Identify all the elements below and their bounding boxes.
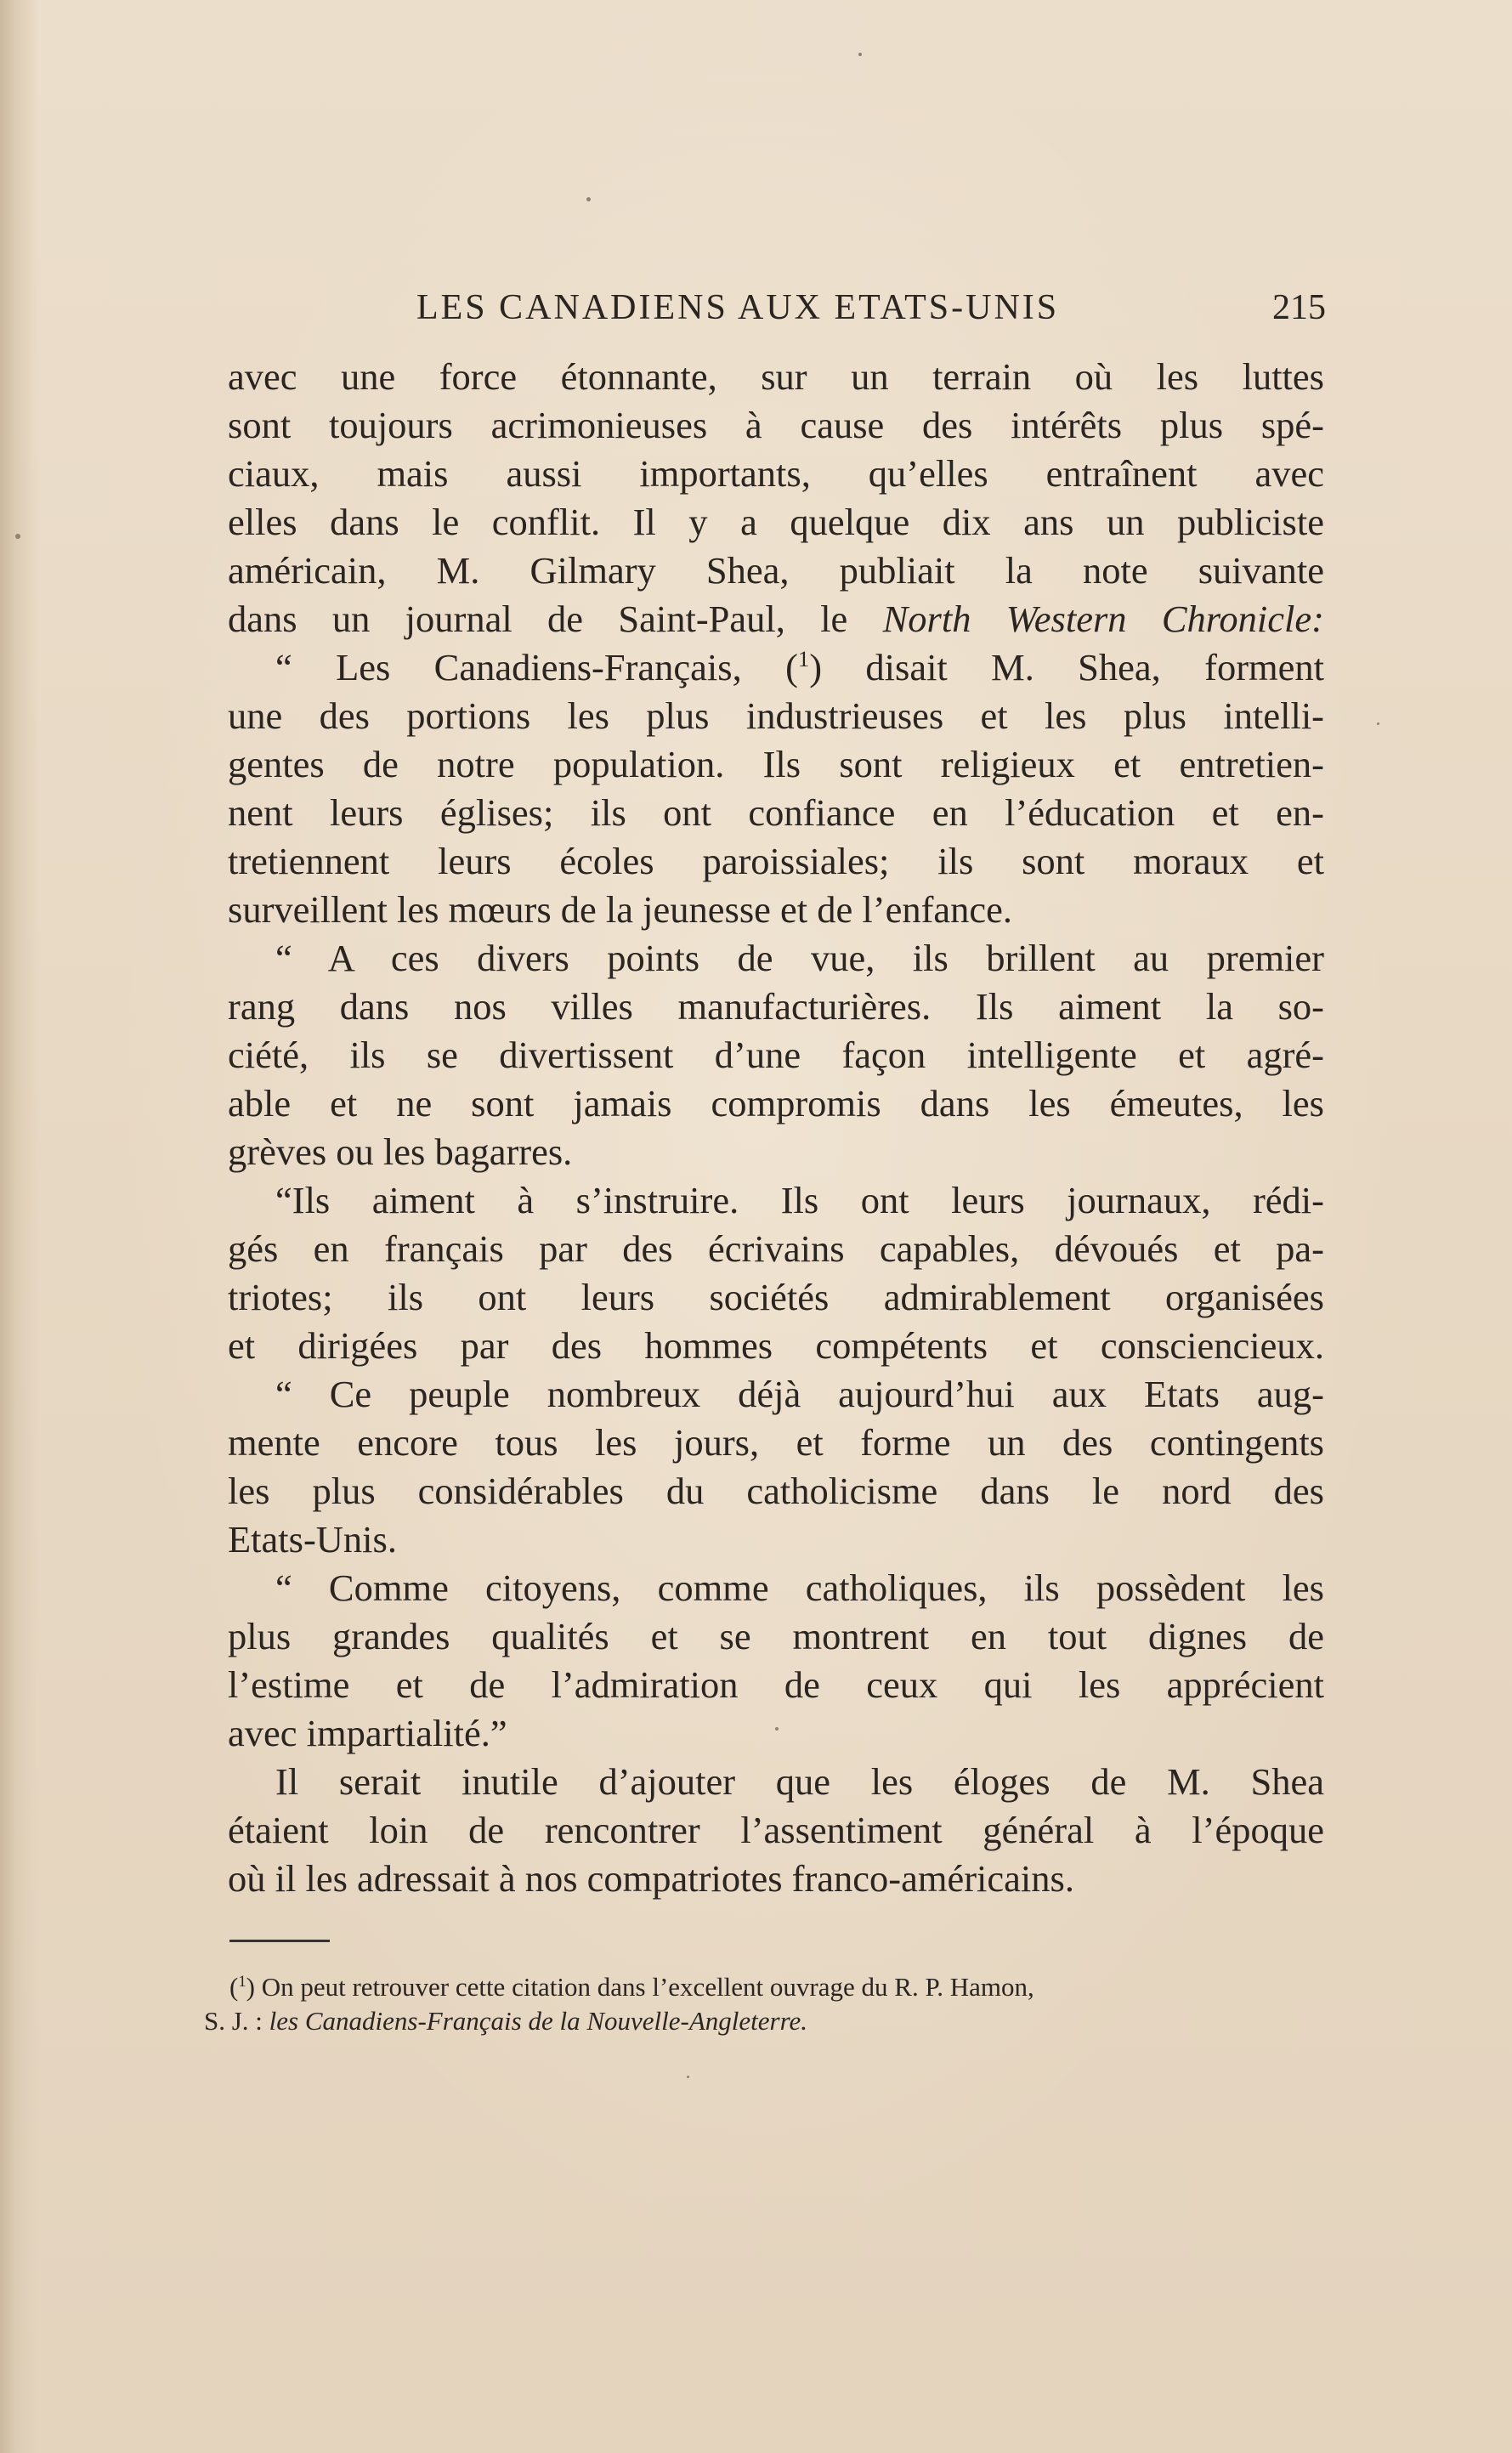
newspaper-title: North Western Chronicle: [882, 598, 1324, 640]
text-line: avec une force étonnante, sur un terrain où les luttes [228, 355, 1324, 398]
text-line: sont toujours acrimonieuses à cause des intérêts plus spé- [228, 404, 1324, 446]
text-line: triotes; ils ont leurs sociétés admirablement organisées [228, 1276, 1324, 1318]
paper-speck [1377, 722, 1379, 725]
paper-speck [858, 53, 862, 56]
running-title: LES CANADIENS AUX ETATS-UNIS [416, 288, 1060, 327]
page-binding-edge [0, 0, 39, 2453]
text-line [228, 595, 1324, 643]
body-text [228, 353, 1324, 1903]
text-line: ciété, ils se divertissent d’une façon intelligente et agré- [228, 1034, 1324, 1076]
text-line: gés en français par des écrivains capables, dévoués et pa- [228, 1227, 1324, 1270]
text-line: et dirigées par des hommes compétents et consciencieux. [228, 1324, 1324, 1367]
text-line: “ Ce peuple nombreux déjà aujourd’hui aux Etats aug- [275, 1373, 1324, 1415]
running-header [416, 282, 1326, 333]
footnote-divider [229, 1940, 330, 1942]
paper-speck [687, 2076, 689, 2078]
text-line: étaient loin de rencontrer l’assentiment général à l’époque [228, 1809, 1324, 1851]
text-run: ) disait M. Shea, forment [809, 646, 1324, 688]
text-line: où il les adressait à nos compatriotes franco-américains. [228, 1857, 1074, 1900]
text-line: grèves ou les bagarres. [228, 1130, 573, 1173]
text-line: “ A ces divers points de vue, ils brillent au premier [275, 937, 1324, 979]
text-line: ciaux, mais aussi importants, qu’elles entraînent avec [228, 452, 1324, 495]
text-line: gentes de notre population. Ils sont religieux et entretien- [228, 743, 1324, 785]
footnote [204, 1970, 1292, 2038]
paper-speck [775, 1727, 779, 1731]
text-run: “ Les Canadiens-Français, ( [275, 646, 798, 688]
page-number: 215 [1272, 288, 1326, 327]
footnote-line [204, 2004, 1292, 2038]
text-line: elles dans le conflit. Il y a quelque dix ans un publiciste [228, 501, 1324, 543]
text-line: nent leurs églises; ils ont confiance en l’éducation et en- [228, 791, 1324, 834]
footnote-marker: 1 [238, 1972, 246, 1991]
text-run: dans un journal de Saint-Paul, le [228, 598, 883, 640]
text-line: Il serait inutile d’ajouter que les éloges de M. Shea [275, 1760, 1324, 1803]
text-line: américain, M. Gilmary Shea, publiait la note suivante [228, 549, 1324, 592]
footnote-text: S. J. : [204, 2006, 269, 2036]
text-line: une des portions les plus industrieuses et les plus intelli- [228, 694, 1324, 737]
footnote-line: ($^1$) On peut retrouver cette citation dans l’excellent ouvrage du R. P. Hamon, [229, 1972, 1034, 2002]
footnote-reference: 1 [797, 645, 810, 671]
footnote-text: On peut retrouver cette citation dans l’excellent ouvrage du R. P. Hamon, [254, 1972, 1034, 2002]
text-line: mente encore tous les jours, et forme un des contingents [228, 1421, 1324, 1464]
text-line: plus grandes qualités et se montrent en tout dignes de [228, 1615, 1324, 1657]
text-line: les plus considérables du catholicisme dans le nord des [228, 1470, 1324, 1512]
text-line [228, 643, 1324, 692]
text-line: “Ils aiment à s’instruire. Ils ont leurs journaux, rédi- [275, 1179, 1324, 1221]
paper-speck [15, 534, 20, 539]
text-line: l’estime et de l’admiration de ceux qui les apprécient [228, 1663, 1324, 1706]
text-line: rang dans nos villes manufacturières. Ils aiment la so- [228, 985, 1324, 1028]
text-line: “ Comme citoyens, comme catholiques, ils possèdent les [275, 1566, 1324, 1609]
text-line: able et ne sont jamais compromis dans les émeutes, les [228, 1082, 1324, 1125]
paper-speck [586, 197, 591, 201]
footnote-book-title: les Canadiens-Français de la Nouvelle-Angleterre. [269, 2006, 808, 2036]
text-line: surveillent les mœurs de la jeunesse et de l’enfance. [228, 888, 1013, 931]
text-line: tretiennent leurs écoles paroissiales; ils sont moraux et [228, 840, 1324, 882]
text-line: Etats-Unis. [228, 1518, 397, 1561]
text-line: avec impartialité.” [228, 1712, 507, 1754]
